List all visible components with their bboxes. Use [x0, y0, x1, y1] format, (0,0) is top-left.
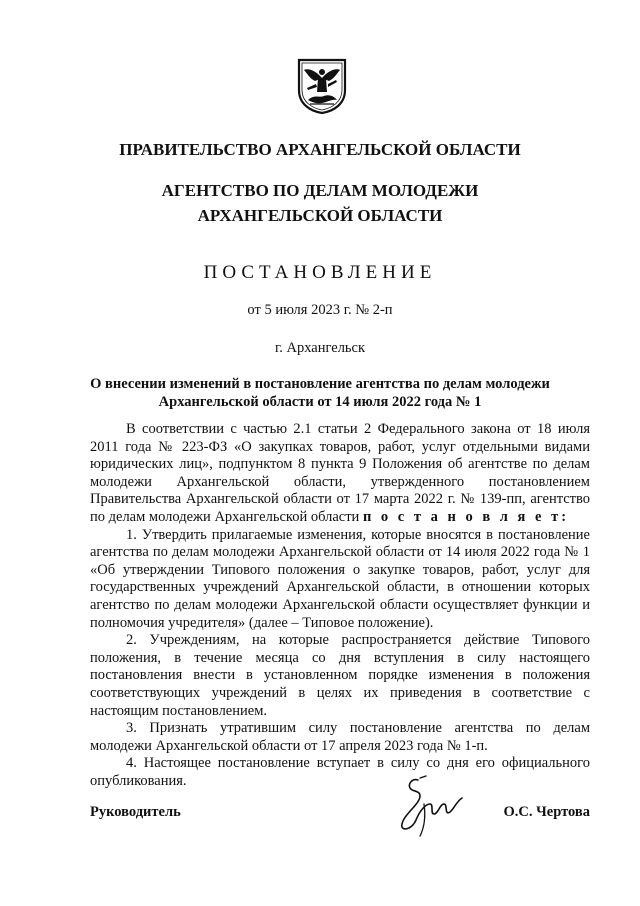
subject-line-1: О внесении изменений в постановление агентства по делам молодежи [90, 376, 550, 392]
agency-name-line-2: АРХАНГЕЛЬСКОЙ ОБЛАСТИ [197, 206, 443, 225]
item-2-paragraph: 2. Учреждениям, на которые распространяется действие Типового положения, в течение месяца со дня вступления в силу настоящего постановления внести в установленном порядке изменения в положения соответствующих учреждений в целях их приведения в соответствие с настоящим постановлением. [90, 632, 590, 719]
document-date-number: от 5 июля 2023 г. № 2-п [247, 302, 393, 318]
agency-name-line-1: АГЕНТСТВО ПО ДЕЛАМ МОЛОДЕЖИ [161, 181, 479, 200]
document-type: ПОСТАНОВЛЕНИЕ [203, 262, 437, 283]
document-subject [0, 375, 640, 411]
signer-title: Руководитель [90, 804, 181, 820]
document-body [90, 421, 590, 790]
item-3-paragraph: 3. Признать утратившим силу постановление агентства по делам молодежи Архангельской области от 17 апреля 2023 года № 1-п. [90, 720, 590, 754]
document-city: г. Архангельск [274, 340, 366, 356]
intro-paragraph [90, 421, 590, 527]
item-4-paragraph: 4. Настоящее постановление вступает в силу со дня его официального опубликования. [90, 755, 590, 789]
signer-name: О.С. Чертова [503, 804, 590, 820]
signature-block [90, 774, 590, 844]
item-1-paragraph: 1. Утвердить прилагаемые изменения, которые вносятся в постановление агентства по делам молодежи Архангельской области от 14 июля 2022 года № 1 «Об утверждении Типового положения о закупке товаров, работ, услуг для государственных учреждений Архангельской области, в отношении которых агентство по делам молодежи Архангельской области осуществляет функции и полномочия учредителя» (далее – Типовое положение). [90, 526, 590, 631]
resolves-word: п о с т а н о в л я е т: [362, 508, 570, 525]
intro-text: В соответствии с частью 2.1 статьи 2 Федерального закона от 18 июля 2011 года № 223-ФЗ «О закупках товаров, работ, услуг отдельными видами юридических лиц», подпунктом 8 пункта 9 Положения об агентстве по делам молодежи Архангельской области, утвержденного постановлением Правительства Архангельской области от 17 марта 2022 г. № 139-пп, агентство по делам молодежи Архангельской области [90, 421, 590, 525]
handwritten-signature-icon [390, 774, 470, 840]
subject-line-2: Архангельской области от 14 июля 2022 года № 1 [158, 394, 482, 410]
agency-name [0, 178, 640, 228]
coat-of-arms-icon [296, 58, 348, 114]
government-name: ПРАВИТЕЛЬСТВО АРХАНГЕЛЬСКОЙ ОБЛАСТИ [119, 140, 521, 159]
